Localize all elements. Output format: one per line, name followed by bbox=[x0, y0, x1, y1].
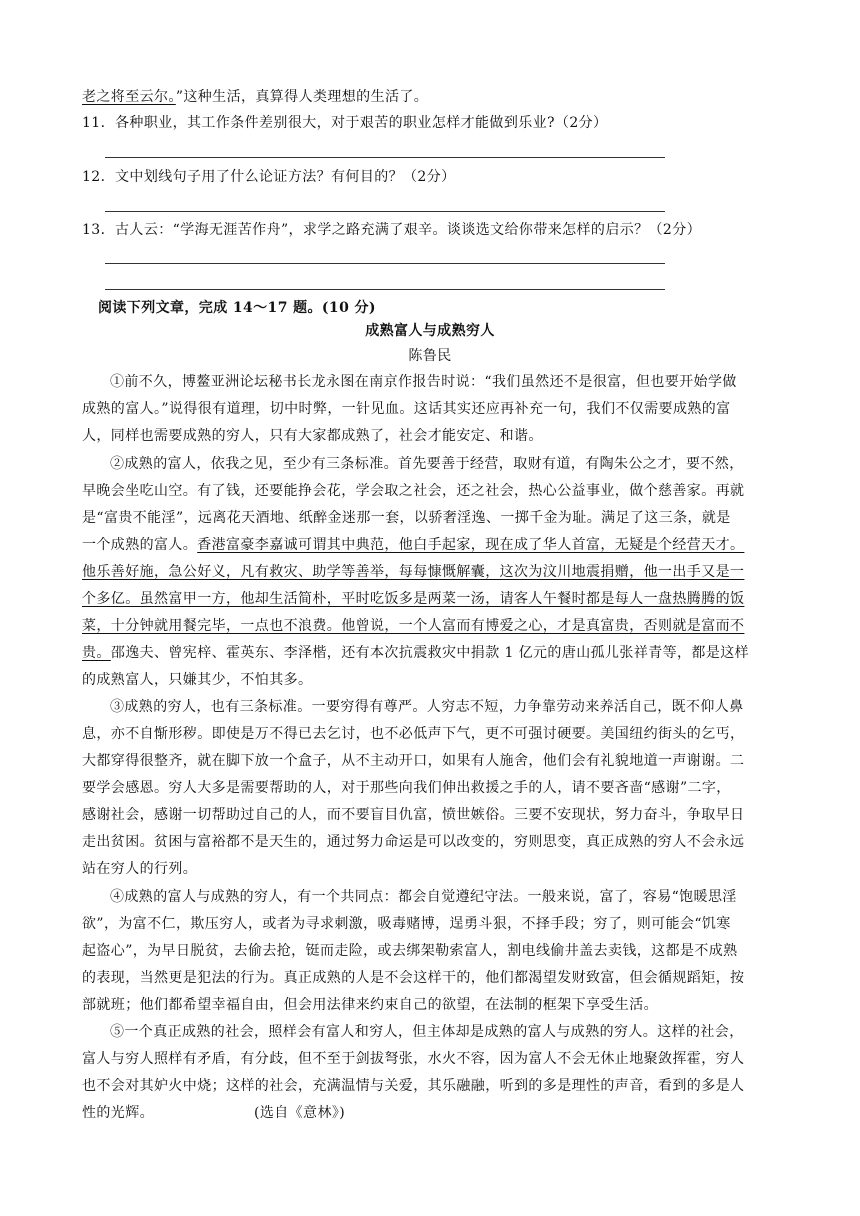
paragraph-1-line-1: ①前不久，博鳌亚洲论坛秘书长龙永图在南京作报告时说：“我们虽然还不是很富，但也要开始学做 bbox=[110, 374, 737, 390]
paragraph-5-line-1: ⑤一个真正成熟的社会，照样会有富人和穷人，但主体却是成熟的富人与成熟的穷人。这样的社会， bbox=[110, 1024, 744, 1040]
paragraph-3-line-2: 息，亦不自惭形秽。即使是万不得已去乞讨，也不必低声下气，更不可强讨硬要。美国纽约街头的乞丐， bbox=[82, 726, 745, 742]
paragraph-5-line-3: 也不会对其妒火中烧；这样的社会，充满温情与关爱，其乐融融，听到的多是理性的声音，看到的多是人 bbox=[82, 1078, 745, 1094]
answer-line-12[interactable] bbox=[105, 211, 665, 212]
paragraph-5-line-2: 富人与穷人照样有矛盾，有分歧，但不至于剑拔弩张，水火不容，因为富人不会无休止地聚敛挥霍，穷人 bbox=[82, 1051, 745, 1067]
paragraph-5-line-4 bbox=[82, 1104, 782, 1122]
answer-line-13a[interactable] bbox=[105, 263, 665, 264]
paragraph-2-line-1: ②成熟的富人，依我之见，至少有三条标准。首先要善于经营，取财有道，有陶朱公之才，要不然， bbox=[110, 456, 744, 472]
underlined-sentence: 香港富豪李嘉诚可谓其中典范，他白手起家，现在成了华人首富，无疑是个经营天才。 bbox=[197, 537, 745, 553]
paragraph-4-line-3: 起盗心”，为早日脱贫，去偷去抢，铤而走险，或去绑架勒索富人，割电线偷井盖去卖钱，这都是不成熟 bbox=[82, 943, 738, 959]
paragraph-1-line-2: 成熟的富人。”说得很有道理，切中时弊，一针见血。这话其实还应再补充一句，我们不仅需要成熟的富 bbox=[82, 401, 731, 417]
paragraph-3-line-4: 要学会感恩。穷人大多是需要帮助的人，对于那些向我们伸出救援之手的人，请不要吝啬“感谢”二字， bbox=[82, 780, 731, 796]
paragraph-4-line-2: 欲”，为富不仁，欺压穷人，或者为寻求刺激，吸毒赌博，逞勇斗狠，不择手段；穷了，则可能会“饥寒 bbox=[82, 916, 731, 932]
closing-text: ”这种生活，真算得人类理想的生活了。 bbox=[175, 89, 429, 105]
question-13: 13．古人云：“学海无涯苦作舟”，求学之路充满了艰辛。谈谈选文给你带来怎样的启示？（2分） bbox=[82, 222, 702, 238]
plain-text: 性的光辉。 bbox=[82, 1105, 154, 1121]
paragraph-2-line-9: 的成熟富人，只嫌其少，不怕其多。 bbox=[82, 672, 313, 688]
paragraph-4-line-4: 的表现，当然更是犯法的行为。真正成熟的人是不会这样干的，他们都渴望发财致富，但会循规蹈矩，按 bbox=[82, 970, 745, 986]
article-author: 陈鲁民 bbox=[408, 348, 452, 364]
paragraph-3-line-1: ③成熟的穷人，也有三条标准。一要穷得有尊严。人穷志不短，力争靠劳动来养活自己，既不仰人鼻 bbox=[110, 699, 744, 715]
paragraph-2-line-3: 是“富贵不能淫”，远离花天酒地、纸醉金迷那一套，以骄奢淫逸、一掷千金为耻。满足了这三条，就是 bbox=[82, 510, 731, 526]
answer-line-11[interactable] bbox=[105, 157, 665, 158]
question-12: 12．文中划线句子用了什么论证方法？有何目的？（2分） bbox=[82, 169, 456, 185]
paragraph-2-line-6: 个多亿。虽然富甲一方，他却生活简朴，平时吃饭多是两菜一汤，请客人午餐时都是每人一盘热腾腾的饭 bbox=[82, 591, 745, 607]
article-title: 成熟富人与成熟穷人 bbox=[365, 323, 495, 339]
underlined-sentence-end: 贵。 bbox=[82, 645, 111, 661]
section-instruction: 阅读下列文章，完成 14～17 题。(10 分) bbox=[98, 300, 376, 316]
paragraph-3-line-5: 感谢社会，感谢一切帮助过自己的人，而不要盲目仇富，愤世嫉俗。三要不安现状，努力奋斗，争取早日 bbox=[82, 807, 745, 823]
paragraph-1-line-3: 人，同样也需要成熟的穷人，只有大家都成熟了，社会才能安定、和谐。 bbox=[82, 428, 543, 444]
paragraph-4-line-5: 部就班；他们都希望幸福自由，但会用法律来约束自己的欲望，在法制的框架下享受生活。 bbox=[82, 997, 658, 1013]
answer-line-13b[interactable] bbox=[105, 289, 665, 290]
passage-closing-line bbox=[82, 88, 782, 106]
paragraph-3-line-7: 站在穷人的行列。 bbox=[82, 861, 198, 877]
paragraph-2-line-8 bbox=[82, 644, 782, 662]
paragraph-2-line-5: 他乐善好施，急公好义，凡有救灾、助学等善举，每每慷慨解囊，这次为汶川地震捐赠，他一出手又是一 bbox=[82, 564, 745, 580]
source-citation: (选自《意林》) bbox=[254, 1105, 346, 1121]
paragraph-2-line-4 bbox=[82, 536, 782, 554]
paragraph-2-line-7: 菜，十分钟就用餐完毕，一点也不浪费。他曾说，一个人富而有博爱之心，才是真富贵，否则就是富而不 bbox=[82, 618, 745, 634]
paragraph-2-line-2: 早晚会坐吃山空。有了钱，还要能挣会花，学会取之社会，还之社会，热心公益事业，做个慈善家。再就 bbox=[82, 483, 745, 499]
question-11: 11．各种职业，其工作条件差别很大，对于艰苦的职业怎样才能做到乐业?（2分） bbox=[82, 115, 608, 131]
paragraph-3-line-3: 大都穿得很整齐，就在脚下放一个盒子，从不主动开口，如果有人施舍，他们会有礼貌地道一声谢谢。二 bbox=[82, 753, 745, 769]
underlined-quote: 老之将至云尔。 bbox=[82, 89, 176, 105]
paragraph-3-line-6: 走出贫困。贫困与富裕都不是天生的，通过努力命运是可以改变的，穷则思变，真正成熟的穷人不会永远 bbox=[82, 834, 745, 850]
paragraph-4-line-1: ④成熟的富人与成熟的穷人，有一个共同点：都会自觉遵纪守法。一般来说，富了，容易“饱暖思淫 bbox=[110, 889, 737, 905]
plain-text: 邵逸夫、曾宪梓、霍英东、李泽楷，还有本次抗震救灾中捐款 1 亿元的唐山孤儿张祥青等，都是这样 bbox=[110, 645, 750, 661]
plain-text: 一个成熟的富人。 bbox=[82, 537, 198, 553]
